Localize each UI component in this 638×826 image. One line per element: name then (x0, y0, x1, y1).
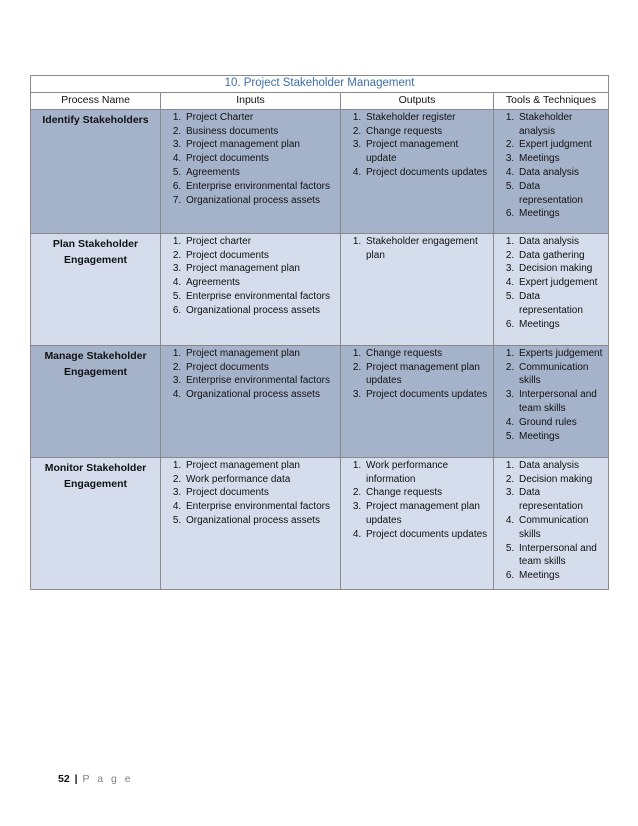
list-item: 1. Experts judgement (517, 347, 606, 361)
table-title: 10. Project Stakeholder Management (31, 76, 609, 93)
list-item: 6. Organizational process assets (184, 304, 338, 318)
list-item: 6. Enterprise environmental factors (184, 180, 338, 194)
footer-separator: | (74, 773, 78, 785)
inputs-list (161, 458, 340, 534)
list-item: 3. Project management plan updates (364, 500, 491, 528)
list-item: 3. Meetings (517, 152, 606, 166)
list-item: 3. Project management update (364, 138, 491, 166)
table-row (31, 457, 609, 589)
list-item: 2. Data gathering (517, 249, 606, 263)
list-item: 2. Communication skills (517, 361, 606, 389)
list-item: 5. Agreements (184, 166, 338, 180)
list-item: 1. Project management plan (184, 347, 338, 361)
tools-cell (494, 345, 609, 457)
outputs-list (341, 458, 493, 548)
list-item: 1. Project Charter (184, 111, 338, 125)
list-item: 5. Organizational process assets (184, 514, 338, 528)
list-item: 4. Agreements (184, 276, 338, 290)
list-item: 3. Enterprise environmental factors (184, 374, 338, 388)
table-header-row (31, 93, 609, 110)
outputs-cell (341, 345, 494, 457)
list-item: 4. Expert judgement (517, 276, 606, 290)
page-footer (58, 773, 133, 785)
process-name-cell: Manage Stakeholder Engagement (31, 345, 161, 457)
header-outputs: Outputs (341, 93, 494, 110)
tools-list (494, 110, 608, 227)
tools-cell (494, 109, 609, 233)
tools-list (494, 458, 608, 589)
list-item: 3. Project management plan (184, 138, 338, 152)
table-row (31, 233, 609, 345)
header-inputs: Inputs (161, 93, 341, 110)
list-item: 2. Project documents (184, 249, 338, 263)
list-item: 4. Data analysis (517, 166, 606, 180)
inputs-list (161, 234, 340, 324)
outputs-list (341, 346, 493, 408)
list-item: 1. Data analysis (517, 235, 606, 249)
list-item: 1. Stakeholder engagement plan (364, 235, 491, 263)
list-item: 3. Project documents (184, 486, 338, 500)
header-process-name: Process Name (31, 93, 161, 110)
list-item: 5. Data representation (517, 180, 606, 208)
outputs-cell (341, 457, 494, 589)
page-label: P a g e (82, 773, 134, 785)
list-item: 1. Stakeholder analysis (517, 111, 606, 139)
list-item: 1. Change requests (364, 347, 491, 361)
list-item: 7. Organizational process assets (184, 194, 338, 208)
inputs-cell (161, 233, 341, 345)
list-item: 4. Project documents updates (364, 166, 491, 180)
list-item: 3. Interpersonal and team skills (517, 388, 606, 416)
list-item: 5. Meetings (517, 430, 606, 444)
list-item: 5. Interpersonal and team skills (517, 542, 606, 570)
list-item: 2. Expert judgment (517, 138, 606, 152)
outputs-list (341, 110, 493, 186)
list-item: 5. Data representation (517, 290, 606, 318)
list-item: 6. Meetings (517, 318, 606, 332)
list-item: 2. Change requests (364, 486, 491, 500)
tools-cell (494, 233, 609, 345)
tools-cell (494, 457, 609, 589)
list-item: 6. Meetings (517, 569, 606, 583)
list-item: 2. Decision making (517, 473, 606, 487)
list-item: 4. Organizational process assets (184, 388, 338, 402)
list-item: 2. Project documents (184, 361, 338, 375)
stakeholder-management-table (30, 75, 609, 590)
list-item: 4. Ground rules (517, 416, 606, 430)
outputs-list (341, 234, 493, 269)
list-item: 3. Decision making (517, 262, 606, 276)
list-item: 2. Project management plan updates (364, 361, 491, 389)
page-number: 52 (58, 773, 70, 785)
inputs-list (161, 346, 340, 408)
list-item: 2. Business documents (184, 125, 338, 139)
list-item: 3. Project management plan (184, 262, 338, 276)
list-item: 3. Project documents updates (364, 388, 491, 402)
process-name-cell: Identify Stakeholders (31, 109, 161, 233)
table-row (31, 345, 609, 457)
list-item: 4. Project documents (184, 152, 338, 166)
list-item: 1. Stakeholder register (364, 111, 491, 125)
list-item: 1. Work performance information (364, 459, 491, 487)
list-item: 4. Project documents updates (364, 528, 491, 542)
header-tools-techniques: Tools & Techniques (494, 93, 609, 110)
list-item: 1. Data analysis (517, 459, 606, 473)
tools-list (494, 234, 608, 338)
table-row (31, 109, 609, 233)
inputs-cell (161, 109, 341, 233)
outputs-cell (341, 109, 494, 233)
process-name-cell: Monitor Stakeholder Engagement (31, 457, 161, 589)
list-item: 6. Meetings (517, 207, 606, 221)
inputs-cell (161, 457, 341, 589)
list-item: 1. Project management plan (184, 459, 338, 473)
list-item: 4. Enterprise environmental factors (184, 500, 338, 514)
tools-list (494, 346, 608, 450)
process-name-cell: Plan Stakeholder Engagement (31, 233, 161, 345)
list-item: 1. Project charter (184, 235, 338, 249)
inputs-list (161, 110, 340, 214)
list-item: 2. Work performance data (184, 473, 338, 487)
outputs-cell (341, 233, 494, 345)
list-item: 4. Communication skills (517, 514, 606, 542)
list-item: 3. Data representation (517, 486, 606, 514)
list-item: 2. Change requests (364, 125, 491, 139)
inputs-cell (161, 345, 341, 457)
list-item: 5. Enterprise environmental factors (184, 290, 338, 304)
